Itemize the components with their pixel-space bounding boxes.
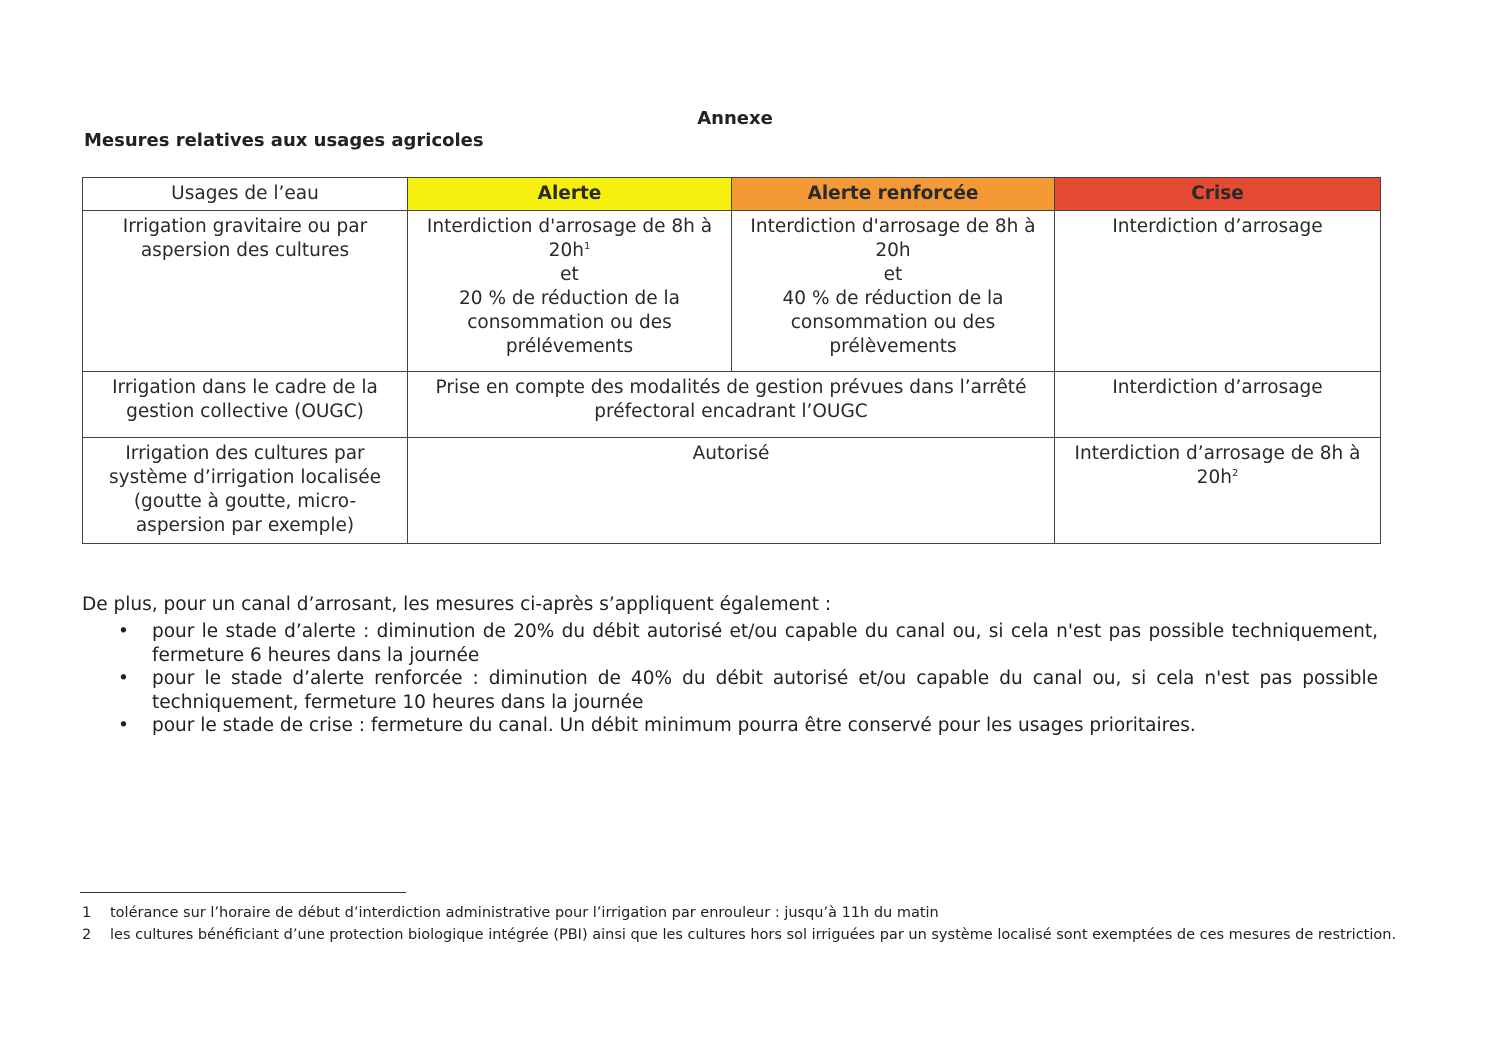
alerte-text-part2: et 20 % de réduction de la consommation ou des prélévements [459,264,680,357]
list-item-text: pour le stade d’alerte renforcée : diminution de 40% du débit autorisé et/ou capable du canal ou, si cela n'est pas possible techniquement, fermeture 10 heures dans la journée [152,668,1378,713]
usage-irrigation-ougc: Irrigation dans le cadre de la gestion collective (OUGC) [83,372,408,438]
crise-cell-localisee [1055,438,1381,544]
crise-cell-ougc: Interdiction d’arrosage [1055,372,1381,438]
footnote-1 [82,902,1402,924]
list-item-text: pour le stade d’alerte : diminution de 20% du débit autorisé et/ou capable du canal ou, si cela n'est pas possible techniquement, fermeture 6 heures dans la journée [152,621,1378,666]
agricultural-measures-table [82,177,1381,544]
canal-intro: De plus, pour un canal d’arrosant, les mesures ci-après s’appliquent également : [82,594,832,615]
footnote-text: tolérance sur l’horaire de début d’interdiction administrative pour l’irrigation par enrouleur : jusqu’à 11h du matin [110,905,939,921]
bullet-icon: • [118,668,129,689]
list-item [82,620,1378,667]
section-title: Mesures relatives aux usages agricoles [84,130,484,151]
footnote-2 [82,924,1402,946]
footnote-divider [80,892,406,893]
crise-text-localisee: Interdiction d’arrosage de 8h à 20h [1074,443,1361,488]
table-row [83,438,1381,544]
footnote-number: 2 [82,927,92,943]
usage-irrigation-gravitaire: Irrigation gravitaire ou par aspersion des cultures [83,211,408,372]
bullet-icon: • [118,621,129,642]
annex-title: Annexe [697,108,773,129]
alerte-renforcee-cell-ougc: Prise en compte des modalités de gestion prévues dans l’arrêté préfectoral encadrant l’OUGC [408,372,1055,438]
footnote-text: les cultures bénéficiant d’une protection biologique intégrée (PBI) ainsi que les cultures hors sol irriguées par un système localisé sont exemptées de ces mesures de restriction. [110,927,1397,943]
list-item [82,714,1378,738]
alerte-cell-gravitaire [408,211,732,372]
table-row [83,211,1381,372]
bullet-icon: • [118,715,129,736]
alerte-text-part1: Interdiction d'arrosage de 8h à 20h [426,216,713,261]
canal-measures-list [82,620,1378,738]
header-alerte: Alerte [408,178,732,211]
header-alerte-renforcee: Alerte renforcée [732,178,1055,211]
usage-irrigation-localisee: Irrigation des cultures par système d’irrigation localisée (goutte à goutte, micro- aspersion par exemple) [83,438,408,544]
footnotes [82,902,1402,946]
list-item-text: pour le stade de crise : fermeture du canal. Un débit minimum pourra être conservé pour les usages prioritaires. [152,715,1196,736]
table-row [83,372,1381,438]
footnote-ref-1: 1 [583,240,591,252]
header-crise: Crise [1055,178,1381,211]
footnote-ref-2: 2 [1231,467,1239,479]
renforcee-cell-gravitaire: Interdiction d'arrosage de 8h à 20h et 40 % de réduction de la consommation ou des prélèvements [732,211,1055,372]
footnote-number: 1 [82,905,92,921]
alerte-renforcee-cell-localisee: Autorisé [408,438,1055,544]
header-usage: Usages de l’eau [83,178,408,211]
crise-cell-gravitaire: Interdiction d’arrosage [1055,211,1381,372]
list-item [82,667,1378,714]
table-header-row [83,178,1381,211]
